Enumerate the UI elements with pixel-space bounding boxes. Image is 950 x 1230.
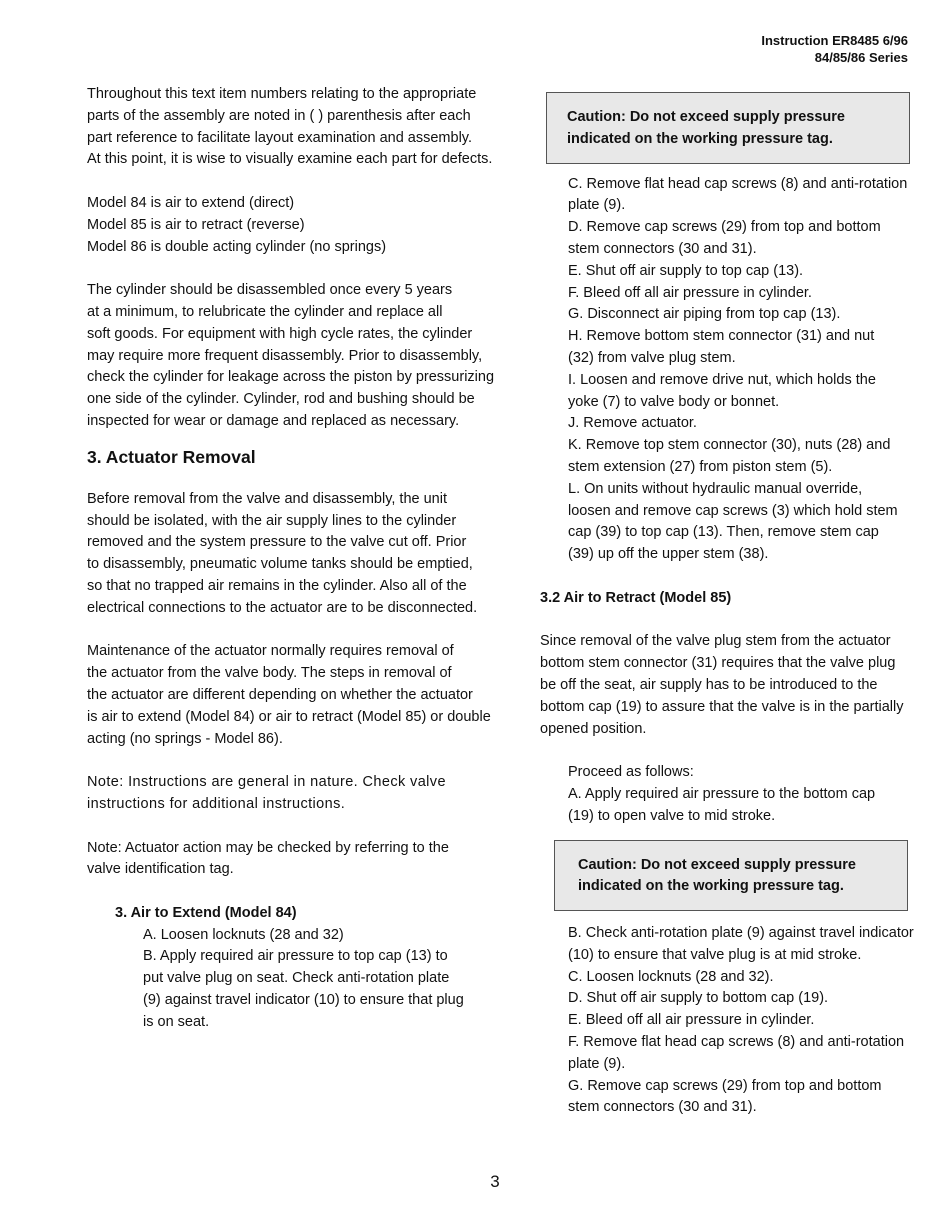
- text-line: Note: Actuator action may be checked by referring to the: [87, 839, 449, 856]
- text-line: Since removal of the valve plug stem from the actuator: [540, 633, 891, 650]
- step-line: I. Loosen and remove drive nut, which holds the: [568, 371, 876, 388]
- text-line: soft goods. For equipment with high cycle rates, the cylinder: [87, 325, 473, 342]
- note-action: [87, 838, 502, 882]
- step-line: cap (39) to top cap (13). Then, remove stem cap: [568, 524, 879, 541]
- text-line: removed and the system pressure to the valve cut off. Prior: [87, 534, 467, 551]
- header-instruction: Instruction ER8485 6/96: [761, 33, 908, 48]
- right-column: [540, 84, 920, 1119]
- intro-paragraph: [87, 84, 502, 171]
- retract-intro-paragraph: [540, 631, 920, 740]
- step-line: (10) to ensure that valve plug is at mid stroke.: [568, 946, 862, 963]
- text-line: instructions for additional instructions.: [87, 795, 346, 812]
- section-heading: 3. Actuator Removal: [87, 446, 256, 467]
- subsection-heading-retract: 3.2 Air to Retract (Model 85): [540, 589, 732, 606]
- step-line: E. Shut off air supply to top cap (13).: [568, 262, 804, 279]
- caution-line: indicated on the working pressure tag.: [578, 878, 844, 895]
- text-line: is air to extend (Model 84) or air to retract (Model 85) or double: [87, 708, 491, 725]
- text-line: one side of the cylinder. Cylinder, rod and bushing should be: [87, 391, 475, 408]
- text-line: part reference to facilitate layout examination and assembly.: [87, 129, 472, 146]
- text-line: to disassembly, pneumatic volume tanks should be emptied,: [87, 556, 473, 573]
- text-line: Before removal from the valve and disassembly, the unit: [87, 490, 447, 507]
- text-line: valve identification tag.: [87, 861, 234, 878]
- step-line: B. Check anti-rotation plate (9) against travel indicator: [568, 925, 914, 942]
- caution-line: indicated on the working pressure tag.: [567, 130, 833, 147]
- step-line: D. Remove cap screws (29) from top and bottom: [568, 219, 881, 236]
- text-line: so that no trapped air remains in the cylinder. Also all of the: [87, 577, 467, 594]
- step-line: plate (9).: [568, 1055, 626, 1072]
- note-general: [87, 772, 502, 816]
- removal-steps: [540, 174, 920, 566]
- text-line: the actuator from the valve body. The steps in removal of: [87, 665, 452, 682]
- step-line: E. Bleed off all air pressure in cylinder.: [568, 1012, 815, 1029]
- extend-steps: [87, 925, 502, 1034]
- step-line: plate (9).: [568, 197, 626, 214]
- text-line: Note: Instructions are general in nature. Check valve: [87, 774, 446, 791]
- step-line: stem extension (27) from piston stem (5).: [568, 458, 833, 475]
- step-line: stem connectors (30 and 31).: [568, 240, 757, 257]
- text-line: be off the seat, air supply has to be introduced to the: [540, 676, 878, 693]
- caution-box: [546, 92, 910, 164]
- step-line: loosen and remove cap screws (3) which hold stem: [568, 502, 898, 519]
- step-line: L. On units without hydraulic manual override,: [568, 480, 863, 497]
- step-line: (9) against travel indicator (10) to ensure that plug: [143, 992, 464, 1009]
- text-line: the actuator are different depending on whether the actuator: [87, 686, 473, 703]
- text-line: at a minimum, to relubricate the cylinder and replace all: [87, 303, 443, 320]
- subsection-heading-extend: 3. Air to Extend (Model 84): [115, 904, 297, 921]
- step-line: F. Bleed off all air pressure in cylinder.: [568, 284, 812, 301]
- step-line: J. Remove actuator.: [568, 415, 697, 432]
- text-line: Model 85 is air to retract (reverse): [87, 216, 305, 233]
- step-line: H. Remove bottom stem connector (31) and nut: [568, 328, 875, 345]
- step-line: D. Shut off air supply to bottom cap (19).: [568, 990, 829, 1007]
- text-line: check the cylinder for leakage across the piston by pressurizing: [87, 369, 495, 386]
- text-line: parts of the assembly are noted in ( ) parenthesis after each: [87, 107, 471, 124]
- step-line: B. Apply required air pressure to top cap (13) to: [143, 948, 448, 965]
- proceed-paragraph: [540, 762, 920, 827]
- text-line: acting (no springs - Model 86).: [87, 730, 283, 747]
- caution-line: Caution: Do not exceed supply pressure: [578, 856, 856, 873]
- text-line: The cylinder should be disassembled once every 5 years: [87, 282, 453, 299]
- step-line: (32) from valve plug stem.: [568, 349, 736, 366]
- text-line: Throughout this text item numbers relating to the appropriate: [87, 86, 477, 102]
- text-line: bottom cap (19) to assure that the valve is in the partially: [540, 698, 904, 715]
- models-paragraph: [87, 193, 502, 258]
- caution-box: [554, 840, 908, 912]
- text-line: may require more frequent disassembly. Prior to disassembly,: [87, 347, 483, 364]
- text-line: Model 84 is air to extend (direct): [87, 194, 295, 211]
- step-line: G. Remove cap screws (29) from top and bottom: [568, 1077, 882, 1094]
- text-line: electrical connections to the actuator are to be disconnected.: [87, 599, 478, 616]
- text-line: Proceed as follows:: [568, 764, 694, 781]
- text-line: opened position.: [540, 720, 647, 737]
- step-line: is on seat.: [143, 1013, 210, 1030]
- maintenance-paragraph: [87, 641, 502, 750]
- step-line: (19) to open valve to mid stroke.: [568, 807, 776, 824]
- text-line: inspected for wear or damage and replaced as necessary.: [87, 412, 460, 429]
- document-header: [761, 32, 908, 66]
- step-line: (39) up off the upper stem (38).: [568, 546, 769, 563]
- step-line: yoke (7) to valve body or bonnet.: [568, 393, 780, 410]
- text-line: At this point, it is wise to visually examine each part for defects.: [87, 151, 493, 168]
- step-line: A. Loosen locknuts (28 and 32): [143, 926, 344, 943]
- disassembly-paragraph: [87, 280, 502, 433]
- retract-steps: [540, 923, 920, 1119]
- text-line: should be isolated, with the air supply lines to the cylinder: [87, 512, 457, 529]
- step-line: K. Remove top stem connector (30), nuts (28) and: [568, 437, 891, 454]
- step-line: C. Loosen locknuts (28 and 32).: [568, 968, 774, 985]
- header-series: 84/85/86 Series: [814, 50, 908, 65]
- step-line: G. Disconnect air piping from top cap (13).: [568, 306, 841, 323]
- step-line: A. Apply required air pressure to the bottom cap: [568, 785, 876, 802]
- step-line: C. Remove flat head cap screws (8) and anti-rotation: [568, 175, 908, 192]
- step-line: stem connectors (30 and 31).: [568, 1099, 757, 1116]
- step-line: put valve plug on seat. Check anti-rotation plate: [143, 970, 450, 987]
- page-number: 3: [490, 1172, 500, 1191]
- removal-paragraph: [87, 489, 502, 620]
- text-line: Maintenance of the actuator normally requires removal of: [87, 643, 454, 660]
- caution-line: Caution: Do not exceed supply pressure: [567, 109, 845, 125]
- step-line: F. Remove flat head cap screws (8) and anti-rotation: [568, 1034, 905, 1051]
- left-column: [87, 84, 502, 1034]
- text-line: Model 86 is double acting cylinder (no springs): [87, 238, 387, 255]
- text-line: bottom stem connector (31) requires that the valve plug: [540, 655, 896, 672]
